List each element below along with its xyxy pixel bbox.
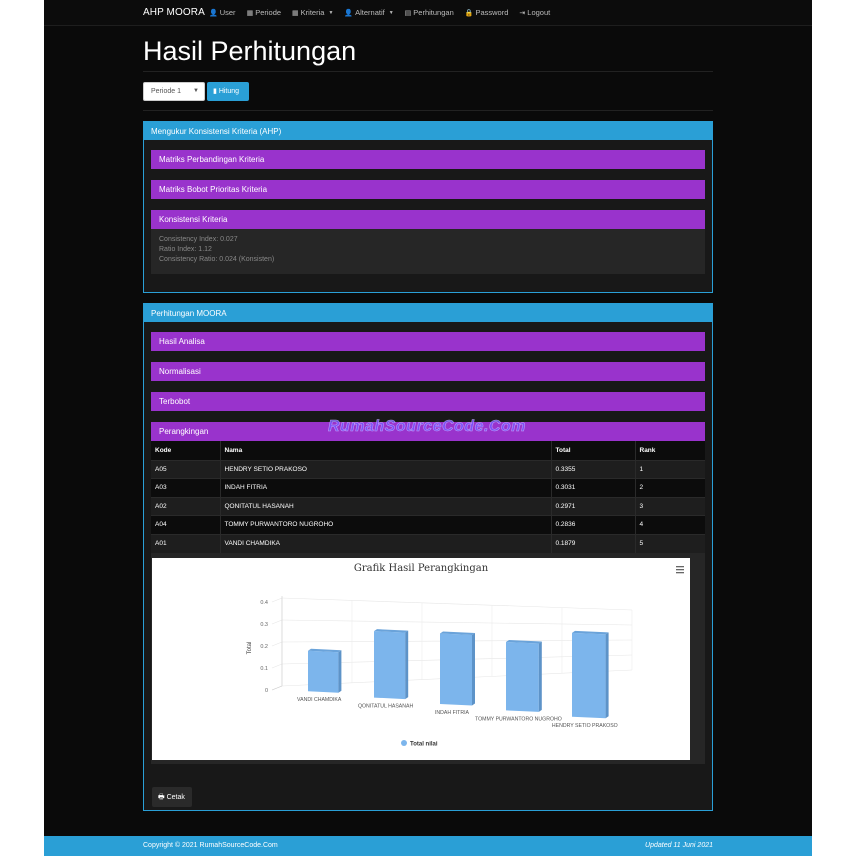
- grid-line: [282, 598, 632, 610]
- x-tick-label: INDAH FITRIA: [434, 710, 470, 716]
- nav-item-user[interactable]: [209, 8, 236, 17]
- section-title[interactable]: Hasil Analisa: [151, 332, 705, 351]
- bar-front: [440, 634, 472, 706]
- y-tick-label: 0.1: [260, 666, 268, 672]
- section-konsistensi: [151, 210, 705, 274]
- x-tick-label: VANDI CHAMDIKA: [297, 697, 342, 704]
- bar-side: [606, 632, 609, 718]
- cell-nama: VANDI CHAMDIKA: [220, 534, 551, 553]
- table-row: [151, 497, 705, 516]
- user-icon: 👤: [344, 9, 354, 17]
- section-normalisasi[interactable]: [151, 362, 705, 381]
- chart-bar: [440, 632, 475, 706]
- cell-kode: A05: [151, 460, 220, 479]
- divider: [143, 71, 713, 72]
- cell-kode: A03: [151, 479, 220, 498]
- section-title[interactable]: Perangkingan: [151, 422, 705, 441]
- nav-label: Logout: [527, 8, 551, 17]
- footer: [44, 836, 812, 856]
- cell-total: 0.1879: [551, 534, 635, 553]
- section-matriks-bobot[interactable]: [151, 180, 705, 199]
- table-row: [151, 534, 705, 553]
- periode-select[interactable]: [143, 82, 205, 101]
- nav-label: Periode: [255, 8, 282, 17]
- cell-rank: 3: [635, 497, 705, 516]
- brand-link[interactable]: AHP MOORA: [143, 7, 205, 18]
- periode-select-value: Periode 1: [151, 88, 181, 95]
- nav-item-perhitungan[interactable]: [405, 8, 454, 17]
- table-header-row: [151, 441, 705, 460]
- cetak-button[interactable]: [152, 787, 192, 807]
- table-row: [151, 460, 705, 479]
- print-icon: 🖶: [158, 794, 165, 801]
- hitung-label: Hitung: [218, 88, 240, 95]
- floor-line: [272, 686, 282, 690]
- nav-menu: [209, 8, 550, 17]
- chart-svg: [152, 558, 690, 760]
- caret-down-icon: ▼: [388, 9, 394, 16]
- consistency-index: Consistency Index: 0.027: [159, 236, 238, 243]
- nav-label: Alternatif: [355, 8, 385, 17]
- nav-label: User: [219, 8, 236, 17]
- y-tick-label: 0: [264, 688, 268, 694]
- cell-rank: 1: [635, 460, 705, 479]
- bar-side: [405, 631, 408, 699]
- cell-kode: A02: [151, 497, 220, 516]
- chart-y-label: Total: [247, 641, 253, 655]
- chart-bar: [572, 631, 609, 718]
- bar-front: [572, 633, 606, 718]
- ratio-index: Ratio Index: 1.12: [159, 246, 212, 253]
- cell-total: 0.3031: [551, 479, 635, 498]
- cell-total: 0.2836: [551, 516, 635, 535]
- nav-label: Perhitungan: [413, 8, 454, 17]
- col-header-nama: Nama: [220, 441, 551, 460]
- page-title: Hasil Perhitungan: [143, 36, 357, 66]
- bar-chart-icon: ▮: [213, 88, 217, 95]
- nav-item-periode[interactable]: [247, 8, 281, 17]
- x-tick-label: TOMMY PURWANTORO NUGROHO: [475, 716, 562, 723]
- chart-bar: [506, 640, 542, 712]
- nav-item-logout[interactable]: [519, 8, 550, 17]
- table-row: [151, 516, 705, 535]
- bar-side: [338, 650, 341, 692]
- section-matriks-perbandingan[interactable]: [151, 150, 705, 169]
- hitung-button[interactable]: [207, 82, 249, 101]
- list-icon: ▤: [404, 9, 412, 17]
- cell-rank: 2: [635, 479, 705, 498]
- legend-marker: [401, 740, 407, 746]
- chevron-down-icon: ▼: [193, 88, 199, 94]
- chart-y-ticks: [260, 600, 268, 694]
- moora-panel: [143, 303, 713, 811]
- ahp-panel: [143, 121, 713, 293]
- chart-bar: [374, 629, 408, 699]
- cell-total: 0.3355: [551, 460, 635, 479]
- legend-label: Total nilai: [410, 741, 438, 748]
- user-icon: 👤: [209, 9, 218, 17]
- section-terbobot[interactable]: [151, 392, 705, 411]
- nav-item-password[interactable]: [465, 8, 509, 17]
- lock-icon: 🔒: [464, 9, 474, 17]
- cetak-label: Cetak: [166, 794, 185, 801]
- bar-front: [506, 642, 539, 712]
- grid-line: [272, 620, 282, 624]
- y-tick-label: 0.2: [260, 644, 268, 650]
- ahp-panel-title: Mengukur Konsistensi Kriteria (AHP): [144, 122, 712, 140]
- cell-nama: TOMMY PURWANTORO NUGROHO: [220, 516, 551, 535]
- cell-rank: 5: [635, 534, 705, 553]
- cell-nama: INDAH FITRIA: [220, 479, 551, 498]
- consistency-ratio: Consistency Ratio: 0.024 (Konsisten): [159, 256, 275, 263]
- ranking-chart: [152, 558, 690, 760]
- section-title[interactable]: Konsistensi Kriteria: [151, 210, 705, 229]
- col-header-rank: Rank: [635, 441, 705, 460]
- divider: [143, 110, 713, 111]
- y-tick-label: 0.4: [260, 600, 268, 606]
- chart-bar: [308, 649, 341, 693]
- section-hasil-analisa[interactable]: [151, 332, 705, 351]
- section-title[interactable]: Terbobot: [151, 392, 705, 411]
- bar-side: [539, 641, 542, 711]
- chart-title: Grafik Hasil Perangkingan: [353, 563, 489, 574]
- y-tick-label: 0.3: [260, 622, 268, 628]
- grid-line: [272, 664, 282, 668]
- nav-item-alternatif[interactable]: [344, 8, 393, 17]
- grid-line: [272, 598, 282, 602]
- cell-nama: HENDRY SETIO PRAKOSO: [220, 460, 551, 479]
- updated-text: Updated 11 Juni 2021: [645, 842, 713, 849]
- section-title[interactable]: Matriks Bobot Prioritas Kriteria: [151, 180, 705, 199]
- chart-bars: [308, 629, 609, 718]
- col-header-kode: Kode: [151, 441, 220, 460]
- consistency-body: [151, 229, 705, 274]
- nav-item-kriteria[interactable]: [292, 8, 333, 17]
- watermark-logo: RumahSourceCode.Com: [328, 418, 526, 435]
- logout-icon: ⇥: [519, 9, 526, 17]
- section-title[interactable]: Matriks Perbandingan Kriteria: [151, 150, 705, 169]
- table-row: [151, 479, 705, 498]
- navbar: [44, 0, 812, 26]
- cell-kode: A01: [151, 534, 220, 553]
- col-header-total: Total: [551, 441, 635, 460]
- page-frame: [44, 0, 812, 856]
- cell-total: 0.2971: [551, 497, 635, 516]
- caret-down-icon: ▼: [328, 9, 334, 16]
- cell-nama: QONITATUL HASANAH: [220, 497, 551, 516]
- bar-front: [374, 631, 405, 699]
- grid-icon: ▦: [292, 9, 299, 17]
- grid-line: [272, 642, 282, 646]
- ranking-table: [151, 441, 705, 553]
- x-tick-label: HENDRY SETIO PRAKOSO: [551, 722, 618, 729]
- chart-legend[interactable]: [401, 740, 438, 748]
- menu-icon[interactable]: [676, 566, 684, 573]
- grid-line: [282, 620, 632, 625]
- bar-front: [308, 651, 338, 693]
- nav-label: Password: [475, 8, 509, 17]
- x-tick-label: QONITATUL HASANAH: [357, 703, 414, 710]
- cell-kode: A04: [151, 516, 220, 535]
- nav-label: Kriteria: [300, 8, 325, 17]
- copyright-text: Copyright © 2021 RumahSourceCode.Com: [143, 842, 278, 849]
- moora-panel-title: Perhitungan MOORA: [144, 304, 712, 322]
- grid-icon: ▦: [246, 9, 254, 17]
- bar-side: [472, 633, 475, 705]
- section-title[interactable]: Normalisasi: [151, 362, 705, 381]
- cell-rank: 4: [635, 516, 705, 535]
